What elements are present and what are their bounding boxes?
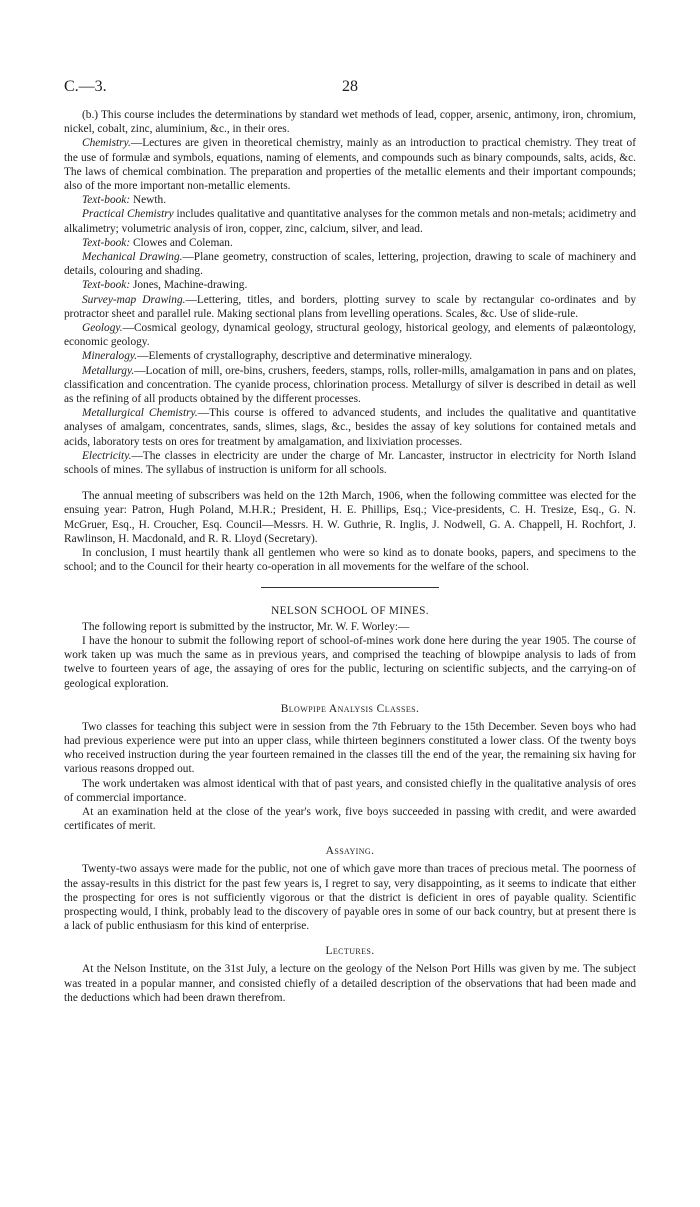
page-number: 28	[342, 78, 358, 95]
document-reference: C.—3.	[64, 78, 107, 95]
lectures-section-title: Lectures.	[325, 945, 375, 958]
paragraph-geology: Geology.—Cosmical geology, dynamical geology, structural geology, historical geology, and elements of palæontology, economic geology.	[64, 322, 636, 349]
paragraph-metallurgical-chemistry: Metallurgical Chemistry.—This course is offered to advanced students, and includes the qualitative and quantitative analyses of amalgam, concentrates, sands, slimes, slags, &c., besides the assay of key solutions for contained metals and acids, laboratory tests on ores for treatment by amalgamation, and lixiviation processes.	[64, 407, 636, 448]
paragraph-b: (b.) This course includes the determinations by standard wet methods of lead, copper, arsenic, antimony, iron, chromium, nickel, cobalt, zinc, aluminium, &c., in their ores.	[64, 109, 636, 136]
paragraph-blowpipe-2: The work undertaken was almost identical with that of past years, and consisted chiefly in the qualitative analysis of ores of commercial importance.	[64, 777, 636, 804]
paragraph-electricity: Electricity.—The classes in electricity are under the charge of Mr. Lancaster, instructor in electricity for North Island schools of mines. The syllabus of instruction is uniform for all schools.	[64, 449, 636, 477]
paragraph-blowpipe-1: Two classes for teaching this subject were in session from the 7th February to the 15th December. Seven boys who had had previous experience were put into an upper class, while thirteen beginners constituted a lower class. Of the twenty boys who received instruction during the year fourteen remained in the classes till the end of the year, the remaining six having for various reasons dropped out.	[64, 720, 636, 776]
paragraph-metallurgy: Metallurgy.—Location of mill, ore-bins, crushers, feeders, stamps, rolls, roller-mills, amalgamation in pans and on plates, classification and concentration. The cyanide process, chlorination process. Metallurgy of silver is described in detail as well as the refining of all products obtained by the different processes.	[64, 364, 636, 406]
textbook-1: Text-book: Newth.	[82, 194, 167, 207]
paragraph-conclusion: In conclusion, I must heartily thank all gentlemen who were so kind as to donate books, papers, and specimens to the school; and to the Council for their hearty co-operation in all movements for the welfare of the school.	[64, 547, 636, 574]
paragraph-annual-meeting: The annual meeting of subscribers was held on the 12th March, 1906, when the following committee was elected for the ensuing year: Patron, Hugh Poland, M.H.R.; President, H. E. Phillips, Esq.; Vice-presidents, C. H. Tresize, Esq., G. N. McGruer, Esq., H. Croucher, Esq. Council—Messrs. H. W. Guthrie, R. Inglis, J. Nodwell, G. A. Chappell, H. Rochfort, J. Rawlinson, H. Macdonald, and R. R. Lloyd (Secretary).	[64, 490, 636, 545]
paragraph-nelson-intro: The following report is submitted by the instructor, Mr. W. F. Worley:—	[82, 620, 410, 633]
page-header	[64, 78, 636, 100]
assaying-section-title: Assaying.	[325, 845, 375, 858]
chemistry-heading: Chemistry.	[82, 137, 131, 150]
blowpipe-section-title: Blowpipe Analysis Classes.	[280, 702, 420, 715]
paragraph-mineralogy: Mineralogy.—Elements of crystallography, descriptive and determinative mineralogy.	[82, 350, 473, 363]
section-divider	[261, 587, 439, 588]
paragraph-survey-map-drawing: Survey-map Drawing.—Lettering, titles, and borders, plotting survey to scale by rectangular co-ordinates and by protractor sheet and parallel rule. Making sectional plans from levelling operations. Scales, &c. Use of slide-rule.	[64, 293, 636, 320]
spacer	[64, 477, 636, 489]
paragraph-mechanical-drawing: Mechanical Drawing.—Plane geometry, construction of scales, lettering, projection, drawing to scale of machinery and details, colouring and shading.	[64, 251, 636, 278]
nelson-school-title: NELSON SCHOOL OF MINES.	[271, 604, 429, 617]
textbook-3: Text-book: Jones, Machine-drawing.	[82, 279, 248, 292]
paragraph-chemistry: Chemistry.—Lectures are given in theoretical chemistry, mainly as an introduction to practical chemistry. They treat of the use of formulæ and symbols, equations, naming of elements, and compounds such as binary compounds, salts, acids, &c. The laws of chemical combination. The preparation and properties of the metallic elements and their important compounds; also of the more important non-metallic elements.	[64, 137, 636, 193]
paragraph-practical-chemistry: Practical Chemistry includes qualitative and quantitative analyses for the common metals and non-metals; acidimetry and alkalimetry; volumetric analysis of iron, copper, zinc, calcium, silver, and lead.	[64, 208, 636, 235]
textbook-2: Text-book: Clowes and Coleman.	[82, 236, 233, 249]
paragraph-blowpipe-3: At an examination held at the close of the year's work, five boys succeeded in passing with credit, and were awarded certificates of merit.	[64, 805, 636, 833]
paragraph-lectures: At the Nelson Institute, on the 31st July, a lecture on the geology of the Nelson Port Hills was given by me. The subject was treated in a popular manner, and consisted chiefly of a detailed description of the observations that had been made and the deductions which had been drawn therefrom.	[64, 963, 636, 1004]
paragraph-assaying: Twenty-two assays were made for the public, not one of which gave more than traces of precious metal. The poorness of the assay-results in this district for the past few years is, I regret to say, very disappointing, as it seems to indicate that either the prospecting for ores is not sufficiently vigorous or that the district is deficient in ores of payable quality. Scientific prospecting would, I think, probably lead to the discovery of payable ores in some of our back country, but at present there is a lack of public enthusiasm for this kind of enterprise.	[64, 863, 636, 933]
document-page	[64, 78, 636, 1005]
paragraph-nelson-report: I have the honour to submit the following report of school-of-mines work done here during the year 1905. The course of work taken up was much the same as in previous years, and comprised the teaching of blowpipe analysis to lads of from twelve to fourteen years of age, the assaying of ores for the public, lecturing on scientific subjects, and the carrying-on of geological exploration.	[64, 634, 636, 690]
